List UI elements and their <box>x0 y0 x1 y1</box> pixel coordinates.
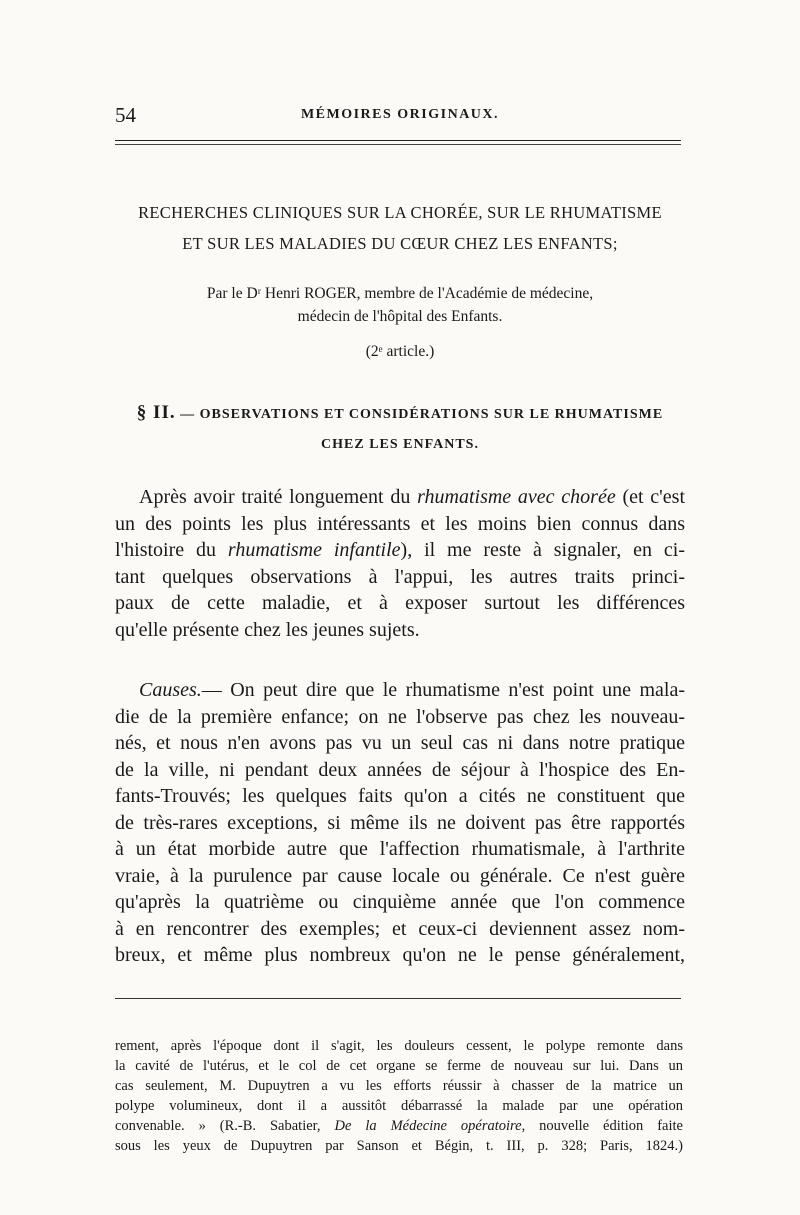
text-line: qu'elle présente chez les jeunes sujets. <box>115 618 420 641</box>
text-run: , nouvelle édition faite <box>521 1118 683 1134</box>
text-line: à en rencontrer des exemples; et ceux-ci deviennent assez nom- <box>115 917 685 940</box>
text-line <box>115 484 685 511</box>
text-run: ), il me reste à signaler, en ci- <box>400 539 685 561</box>
causes-label: Causes. <box>139 679 202 701</box>
text-line <box>115 677 685 704</box>
paragraph-causes <box>115 677 685 969</box>
footnote-line: rement, après l'époque dont il s'agit, les douleurs cessent, le polype remonte dans <box>115 1038 683 1054</box>
italic-term: rhumatisme avec chorée <box>417 486 616 508</box>
text-line <box>115 537 685 564</box>
section-heading-line <box>115 398 685 430</box>
section-heading <box>115 398 685 460</box>
text-line: à un état morbide autre que l'affection rhumatismale, à l'arthrite <box>115 838 685 860</box>
text-line: qu'après la quatrième ou cinquième année que l'on commence <box>115 891 685 913</box>
section-dash: — <box>180 407 196 422</box>
footnote <box>115 1036 683 1156</box>
byline <box>115 282 685 328</box>
text-run: (et c'est <box>615 486 685 508</box>
text-run: Après avoir traité longuement du <box>139 486 418 508</box>
section-title-line: CHEZ LES ENFANTS. <box>321 437 479 452</box>
text-line: fants-Trouvés; les quelques faits qu'on a cités ne constituent que <box>115 785 685 807</box>
text-run: convenable. » (R.-B. Sabatier, <box>115 1118 335 1134</box>
header-rule <box>115 140 681 145</box>
text-line: die de la première enfance; on ne l'observe pas chez les nouveau- <box>115 705 685 728</box>
footnote-rule <box>115 998 681 999</box>
text-line: vraie, à la purulence par cause locale ou générale. Ce n'est guère <box>115 864 685 887</box>
footnote-line: polype volumineux, dont il a aussitôt débarrassé la malade par une opération <box>115 1098 683 1114</box>
section-number: § II. <box>136 402 176 423</box>
text-line: nés, et nous n'en avons pas vu un seul cas ni dans notre pratique <box>115 732 685 754</box>
text-line: un des points les plus intéressants et les moins bien connus dans <box>115 512 685 535</box>
byline-line: médecin de l'hôpital des Enfants. <box>297 308 503 325</box>
text-run: — On peut dire que le rhumatisme n'est point une mala- <box>201 679 685 701</box>
italic-book-title: De la Médecine opératoire <box>334 1118 522 1134</box>
article-title <box>115 197 685 259</box>
footnote-line: la cavité de l'utérus, et le col de cet organe se ferme de nouveau sur lui. Dans un <box>115 1058 683 1074</box>
section-title: OBSERVATIONS ET CONSIDÉRATIONS SUR LE RHUMATISME <box>199 407 664 422</box>
footnote-line <box>115 1116 683 1136</box>
text-line: de la ville, ni pendant deux années de séjour à l'hospice des En- <box>115 758 685 781</box>
byline-line: Par le Dʳ Henri ROGER, membre de l'Académie de médecine, <box>206 285 594 302</box>
article-title-line: RECHERCHES CLINIQUES SUR LA CHORÉE, SUR LE RHUMATISME <box>138 203 662 222</box>
text-run: l'histoire du <box>115 539 228 561</box>
article-part: (2ᵉ article.) <box>365 343 435 360</box>
italic-term: rhumatisme infantile <box>227 539 401 561</box>
running-head <box>115 103 685 127</box>
running-title: MÉMOIRES ORIGINAUX. <box>300 107 500 122</box>
footnote-line: cas seulement, M. Dupuytren a vu les efforts réussir à chasser de la matrice un <box>115 1078 683 1094</box>
page-number: 54 <box>115 103 136 127</box>
text-line: de très-rares exceptions, si même ils ne doivent pas être rapportés <box>115 811 685 834</box>
text-line: paux de cette maladie, et à exposer surtout les différences <box>115 592 685 614</box>
text-line: tant quelques observations à l'appui, les autres traits princi- <box>115 565 685 588</box>
paragraph-intro <box>115 484 685 643</box>
footnote-line: sous les yeux de Dupuytren par Sanson et Bégin, t. III, p. 328; Paris, 1824.) <box>115 1138 683 1154</box>
article-title-line: ET SUR LES MALADIES DU CŒUR CHEZ LES ENFANTS; <box>182 234 618 253</box>
text-line: breux, et même plus nombreux qu'on ne le pense généralement, <box>115 944 685 966</box>
